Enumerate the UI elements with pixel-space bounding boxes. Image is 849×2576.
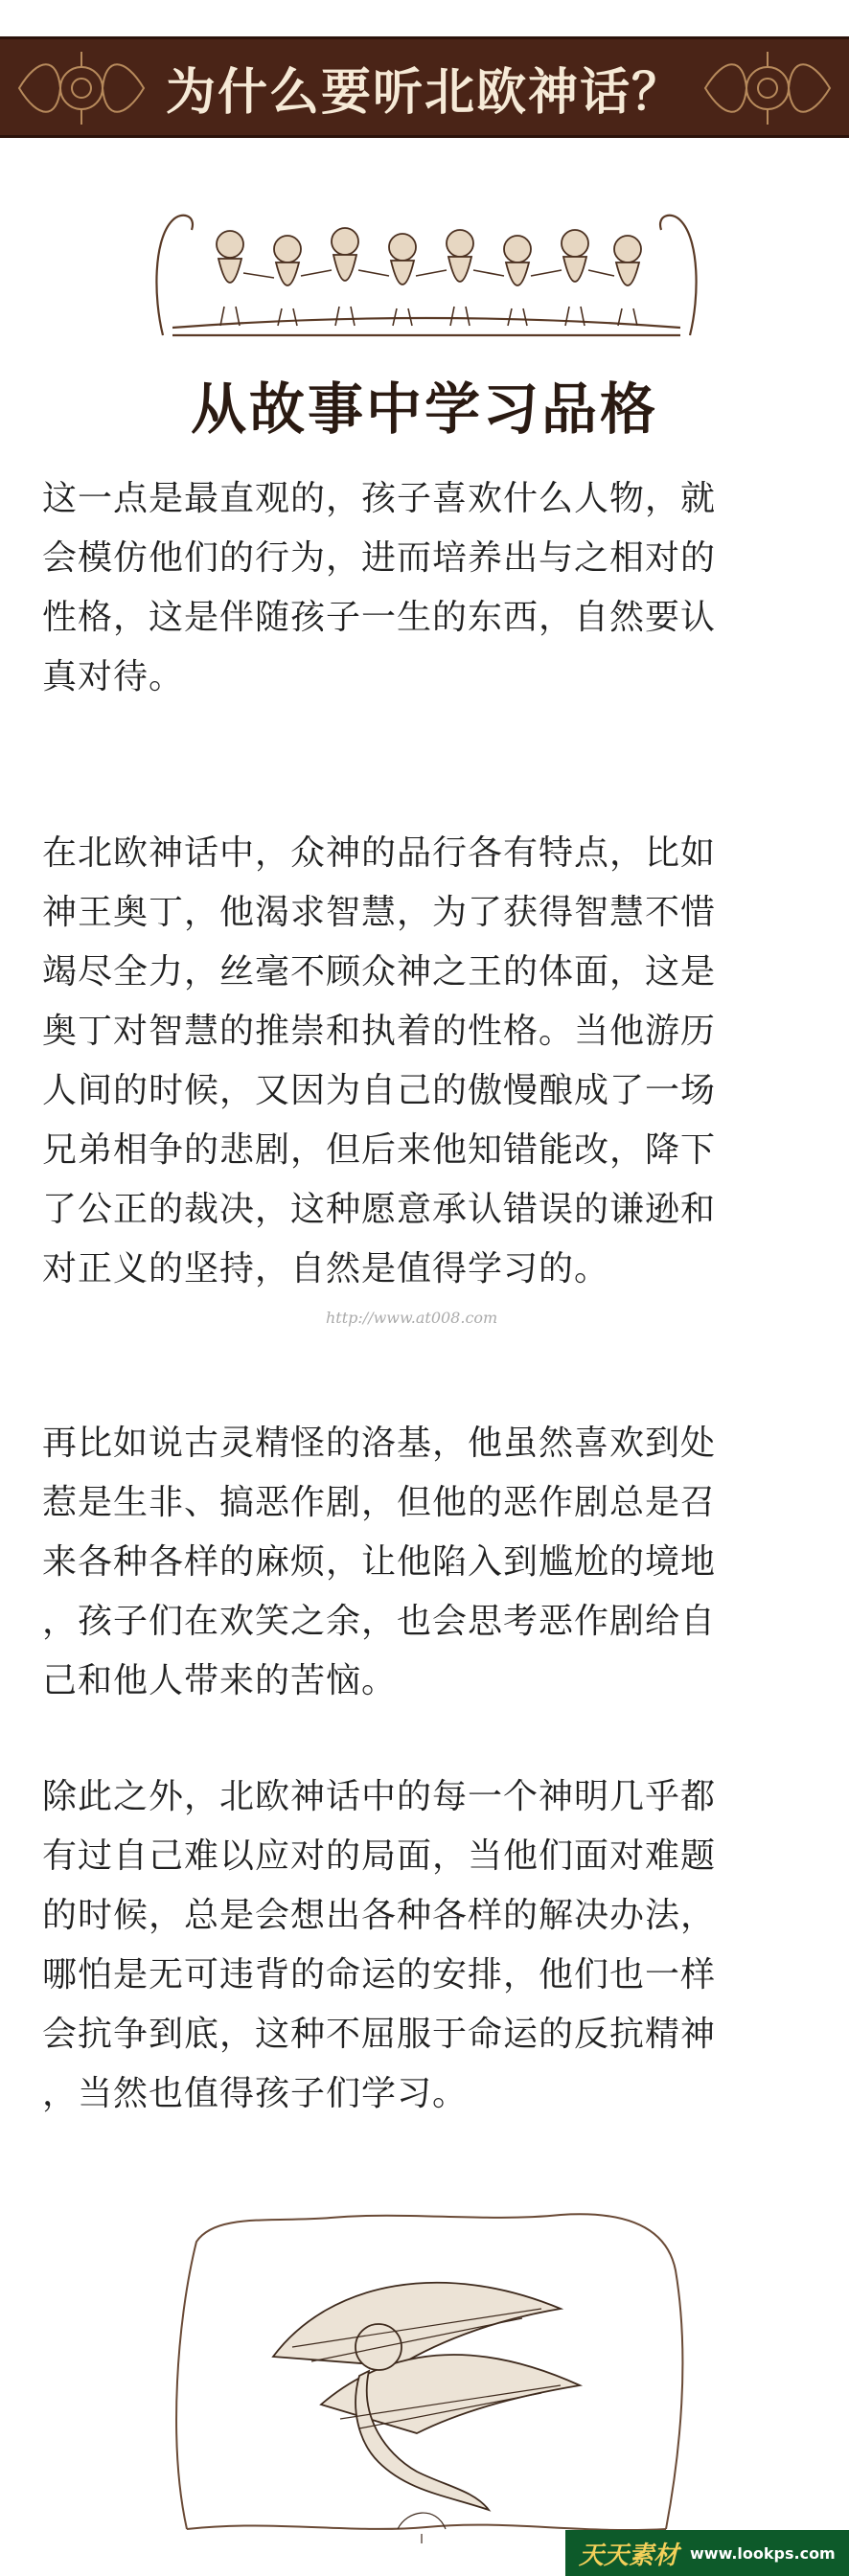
paragraph-line: 在北欧神话中，众神的品行各有特点，比如 (42, 833, 717, 873)
paragraph-line: 己和他人带来的苦恼。 (42, 1661, 398, 1700)
paragraph-line: 哪怕是无可违背的命运的安排，他们也一样 (42, 1955, 717, 1995)
paragraph-line: 神王奥丁，他渴求智慧，为了获得智慧不惜 (42, 893, 717, 932)
paragraph-line: 的时候，总是会想出各种各样的解决办法， (42, 1896, 717, 1935)
paragraph-line: 这一点是最直观的，孩子喜欢什么人物，就 (42, 479, 717, 518)
paragraph-line: 再比如说古灵精怪的洛基，他虽然喜欢到处 (42, 1424, 717, 1463)
dancing-figures-illustration (144, 201, 709, 345)
paragraph-line: 了公正的裁决，这种愿意承认错误的谦逊和 (42, 1190, 717, 1229)
paragraph-line: ，孩子们在欢笑之余，也会思考恶作剧给自 (42, 1602, 717, 1641)
paragraph-line: 奥丁对智慧的推崇和执着的性格。当他游历 (42, 1012, 717, 1051)
paragraph-line: 对正义的坚持，自然是值得学习的。 (42, 1249, 610, 1288)
paragraph-line: 兄弟相争的悲剧，但后来他知错能改，降下 (42, 1130, 717, 1170)
right-ornament-icon (696, 47, 839, 129)
paragraph-line: 人间的时候，又因为自己的傲慢酿成了一场 (42, 1071, 717, 1110)
footer-badge (565, 2530, 849, 2576)
section-heading: 从故事中学习品格 (190, 376, 658, 442)
paragraph-line: 来各种各样的麻烦，让他陷入到尴尬的境地 (42, 1542, 717, 1582)
footer-url[interactable]: www.lookps.com (690, 2543, 836, 2563)
paragraph-line: 有过自己难以应对的局面，当他们面对难题 (42, 1836, 717, 1876)
angel-illustration (158, 2203, 695, 2548)
paragraph-line: 除此之外，北欧神话中的每一个神明几乎都 (42, 1777, 717, 1816)
paragraph-line: 惹是生非、搞恶作剧，但他的恶作剧总是召 (42, 1483, 717, 1522)
watermark (326, 1289, 556, 1337)
paragraph-line: 性格，这是伴随孩子一生的东西，自然要认 (42, 598, 717, 637)
left-ornament-icon (10, 47, 153, 129)
paragraph-line: 会抗争到底，这种不屈服于命运的反抗精神 (42, 2015, 717, 2054)
title-banner (0, 36, 849, 138)
banner-title: 为什么要听北欧神话？ (165, 62, 683, 122)
paragraph-1 (42, 469, 809, 707)
paragraph-line: 竭尽全力，丝毫不顾众神之王的体面，这是 (42, 952, 717, 992)
footer-logo: 天天素材 (579, 2541, 679, 2570)
paragraph-line: ，当然也值得孩子们学习。 (42, 2074, 469, 2113)
paragraph-line: 会模仿他们的行为，进而培养出与之相对的 (42, 538, 717, 578)
paragraph-4 (42, 1767, 809, 2124)
watermark-text: http://www.at008.com (326, 1309, 498, 1327)
paragraph-line: 真对待。 (42, 657, 185, 696)
paragraph-3 (42, 1414, 809, 1711)
paragraph-2 (42, 824, 809, 1299)
